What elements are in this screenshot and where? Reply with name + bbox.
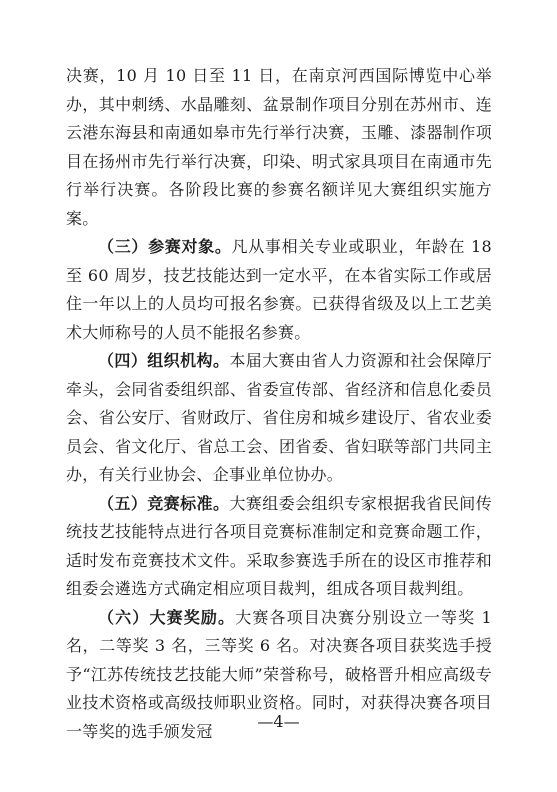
paragraph-text: 大赛组委会组织专家根据我省民间传统技艺技能特点进行各项目竞赛标准制定和竞赛命题工作，适时发布竞赛技术文件。采取参赛选手所在的设区市推荐和组委会遴选方式确定相应项目裁判，组成各项目裁判组。 [66,493,492,598]
paragraph-text: 大赛各项目决赛分别设立一等奖 1 名，二等奖 3 名，三等奖 6 名。对决赛各项目获奖选手授予“江苏传统技艺技能大师”荣誉称号，破格晋升相应高级专业技术资格或高级技师职业资格。同时，对获得决赛各项目一等奖的选手颁发冠 [66,607,492,741]
section-heading: （三）参赛对象。 [98,237,232,256]
paragraph-organization [66,347,492,490]
paragraph-final-schedule [66,62,492,233]
paragraph-standards [66,490,492,604]
paragraph-text: 本届大赛由省人力资源和社会保障厅牵头，会同省委组织部、省委宣传部、省经济和信息化委员会、省公安厅、省财政厅、省住房和城乡建设厅、省农业委员会、省文化厅、省总工会、团省委、省妇联等部门共同主办，有关行业协会、企事业单位协办。 [66,351,492,484]
page-number: —4— [257,712,300,731]
document-body [66,62,492,746]
paragraph-text: 决赛，10 月 10 日至 11 日，在南京河西国际博览中心举办，其中刺绣、水晶雕刻、盆景制作项目分别在苏州市、连云港东海县和南通如皋市先行举行决赛，玉雕、漆器制作项目在扬州市先行举行决赛，印染、明式家具项目在南通市先行举行决赛。各阶段比赛的参赛名额详见大赛组织实施方案。 [66,66,492,228]
paragraph-participants [66,233,492,347]
section-heading: （五）竞赛标准。 [98,493,230,513]
section-heading: （六）大赛奖励。 [98,607,236,627]
paragraph-text: 凡从事相关专业或职业，年龄在 18 至 60 周岁，技艺技能达到一定水平，在本省实际工作或居住一年以上的人员均可报名参赛。已获得省级及以上工艺美术大师称号的人员不能报名参赛。 [66,237,492,342]
section-heading: （四）组织机构。 [98,351,230,370]
